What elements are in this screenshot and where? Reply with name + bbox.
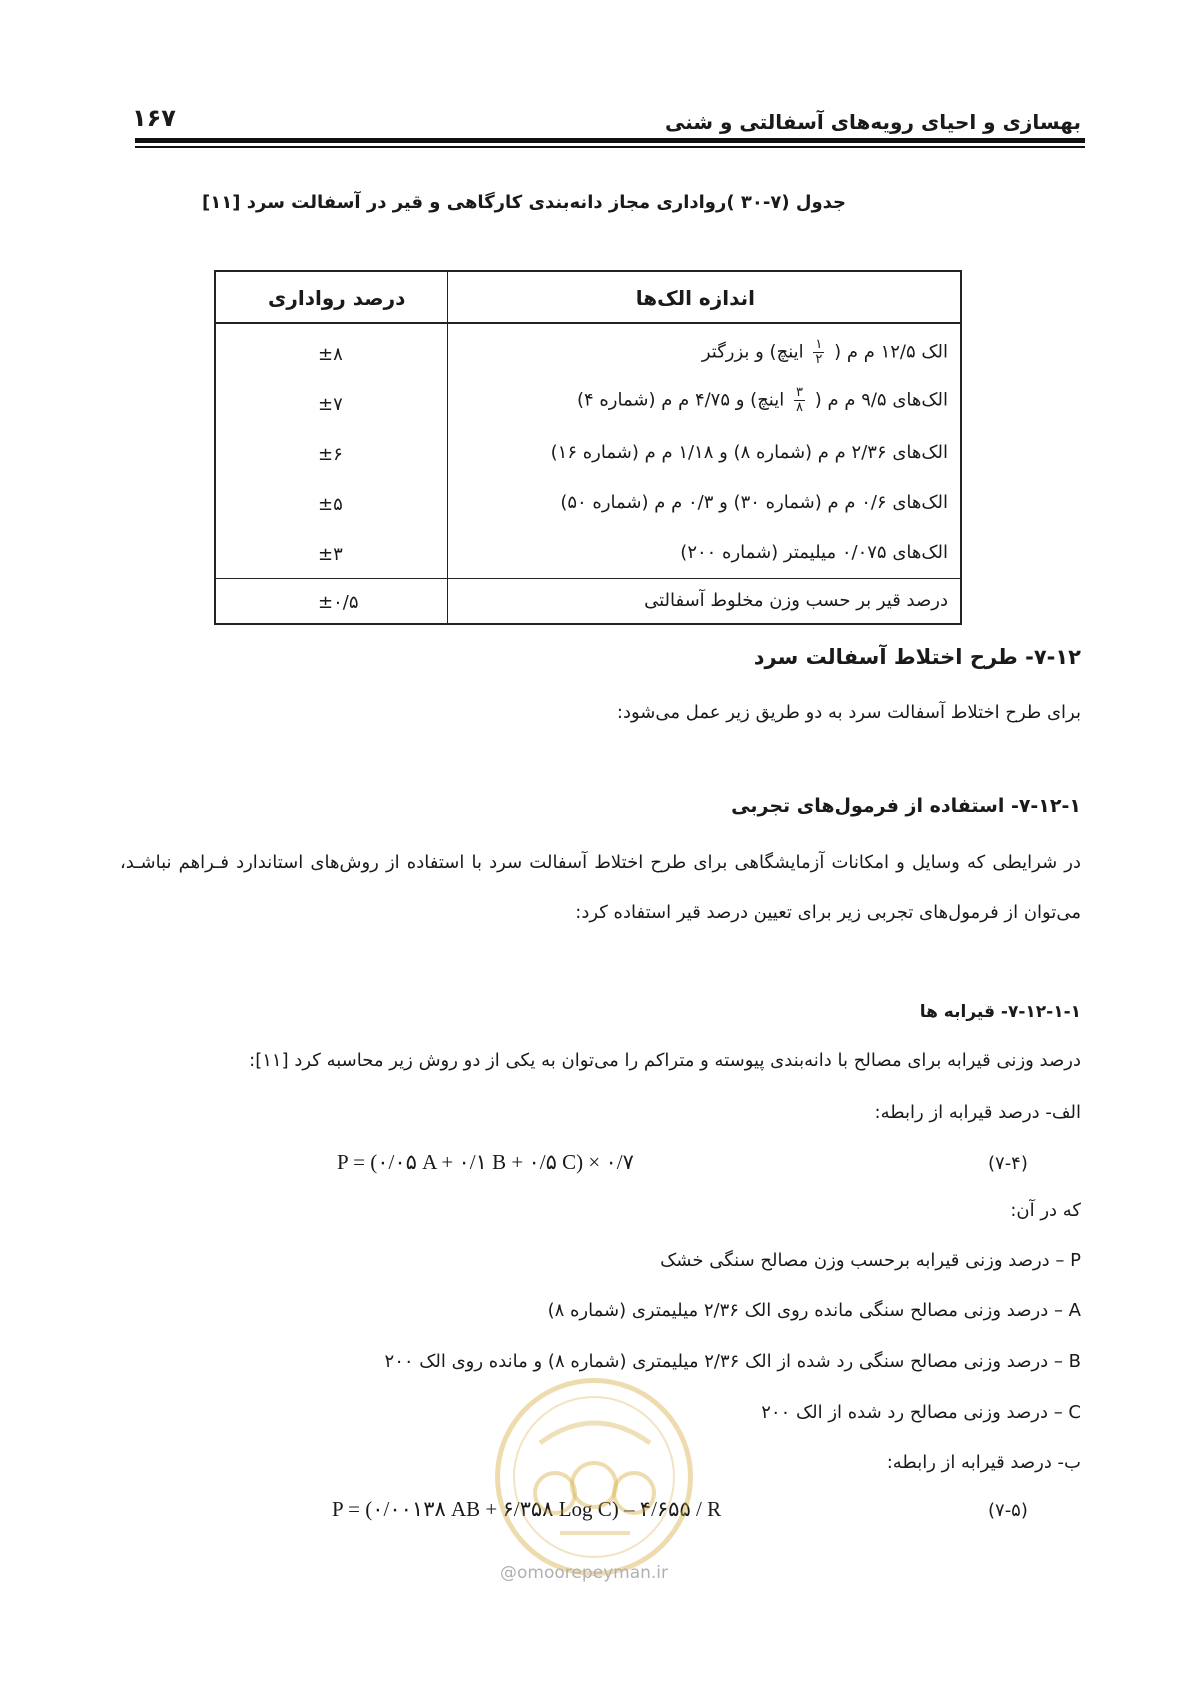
formula-a: P = (۰/۰۵ A + ۰/۱ B + ۰/۵ C) × ۰/۷ bbox=[337, 1150, 634, 1174]
table-cell-tolerance: ±۳ bbox=[318, 544, 343, 565]
where-label: که در آن: bbox=[1010, 1200, 1081, 1221]
table-cell-sieve: الک‌های ۰/۰۷۵ میلیمتر (شماره ۲۰۰) bbox=[680, 542, 948, 563]
variable-definition-p: P – درصد وزنی قیرابه برحسب وزن مصالح سنگی خشک bbox=[660, 1250, 1081, 1271]
table-cell-sieve: درصد قیر بر حسب وزن مخلوط آسفالتی bbox=[644, 590, 948, 611]
fraction-denominator: ۸ bbox=[796, 400, 803, 415]
table-cell-sieve bbox=[702, 338, 948, 367]
section-intro: برای طرح اختلاط آسفالت سرد به دو طریق زیر عمل می‌شود: bbox=[616, 702, 1081, 723]
watermark-seal-logo bbox=[495, 1378, 693, 1576]
equation-number: (۷-۴) bbox=[988, 1153, 1028, 1174]
running-title: بهسازی و احیای رویه‌های آسفالتی و شنی bbox=[664, 110, 1081, 134]
section-heading-7-12-1: ۷-۱۲-۱- استفاده از فرمول‌های تجربی bbox=[731, 795, 1081, 817]
cell-text: اینچ) و بزرگتر bbox=[701, 341, 804, 363]
body-paragraph: درصد وزنی قیرابه برای مصالح با دانه‌بندی پیوسته و متراکم را می‌توان به یکی از دو روش زیر محاسبه کرد [۱۱]: bbox=[249, 1050, 1081, 1071]
table-cell-tolerance: ±۸ bbox=[318, 344, 343, 365]
column-header-tolerance: درصد رواداری bbox=[268, 286, 406, 310]
header-divider bbox=[216, 322, 960, 324]
table-cell-sieve bbox=[577, 386, 948, 415]
table-cell-tolerance: ±۵ bbox=[318, 494, 343, 515]
table-cell-tolerance: ±۷ bbox=[318, 394, 343, 415]
watermark-text: @omoorepeyman.ir bbox=[500, 1563, 669, 1583]
section-heading-7-12: ۷-۱۲- طرح اختلاط آسفالت سرد bbox=[753, 645, 1081, 669]
section-heading-7-12-1-1: ۷-۱۲-۱-۱- قیرابه ها bbox=[919, 1002, 1081, 1022]
equation-number: (۷-۵) bbox=[988, 1500, 1028, 1521]
page-number: ۱۶۷ bbox=[132, 104, 176, 132]
fraction-numerator: ۳ bbox=[796, 385, 803, 400]
header-rule-thin bbox=[135, 146, 1085, 148]
cell-text: الک‌های ۹/۵ م م ( bbox=[814, 389, 948, 411]
cell-text: اینچ) و ۴/۷۵ م م (شماره ۴) bbox=[576, 389, 785, 411]
body-paragraph-line: می‌توان از فرمول‌های تجربی زیر برای تعیین درصد قیر استفاده کرد: bbox=[575, 902, 1081, 923]
variable-definition-b: B – درصد وزنی مصالح سنگی رد شده از الک ۲/۳۶ میلیمتری (شماره ۸) و مانده روی الک ۲۰۰ bbox=[384, 1351, 1081, 1372]
column-divider bbox=[447, 272, 448, 623]
method-a-label: الف- درصد قیرابه از رابطه: bbox=[874, 1102, 1081, 1123]
body-paragraph-line: در شرایطی که وسایل و امکانات آزمایشگاهی برای طرح اختلاط آسفالت سرد با استفاده از روش‌های استاندارد فـراهم نباشـد، bbox=[120, 852, 1081, 873]
cell-text: الک ۱۲/۵ م م ( bbox=[834, 341, 948, 363]
formula-b: P = (۰/۰۰۱۳۸ AB + ۶/۳۵۸ Log C) – ۴/۶۵۵ / R bbox=[332, 1497, 722, 1521]
fraction bbox=[794, 386, 805, 415]
table-cell-tolerance: ±۰/۵ bbox=[318, 592, 359, 613]
fraction-numerator: ۱ bbox=[815, 337, 823, 352]
fraction bbox=[813, 338, 824, 367]
method-b-label: ب- درصد قیرابه از رابطه: bbox=[886, 1452, 1081, 1473]
table-cell-sieve: الک‌های ۲/۳۶ م م (شماره ۸) و ۱/۱۸ م م (شماره ۱۶) bbox=[550, 442, 948, 463]
header-rule-thick bbox=[135, 138, 1085, 143]
table-cell-tolerance: ±۶ bbox=[318, 444, 343, 465]
table-cell-sieve: الک‌های ۰/۶ م م (شماره ۳۰) و ۰/۳ م م (شماره ۵۰) bbox=[560, 492, 948, 513]
variable-definition-c: C – درصد وزنی مصالح رد شده از الک ۲۰۰ bbox=[761, 1402, 1081, 1423]
table-caption: جدول (۷-۳۰ )رواداری مجاز دانه‌بندی کارگاهی و قیر در آسفالت سرد [۱۱] bbox=[202, 192, 846, 213]
column-header-sieve-size: اندازه الک‌ها bbox=[635, 286, 755, 310]
watermark-seal-icon bbox=[500, 1383, 688, 1571]
fraction-denominator: ۲ bbox=[815, 352, 823, 367]
tolerance-table bbox=[214, 270, 962, 625]
variable-definition-a: A – درصد وزنی مصالح سنگی مانده روی الک ۲/۳۶ میلیمتری (شماره ۸) bbox=[547, 1300, 1081, 1321]
row-divider bbox=[216, 578, 960, 579]
